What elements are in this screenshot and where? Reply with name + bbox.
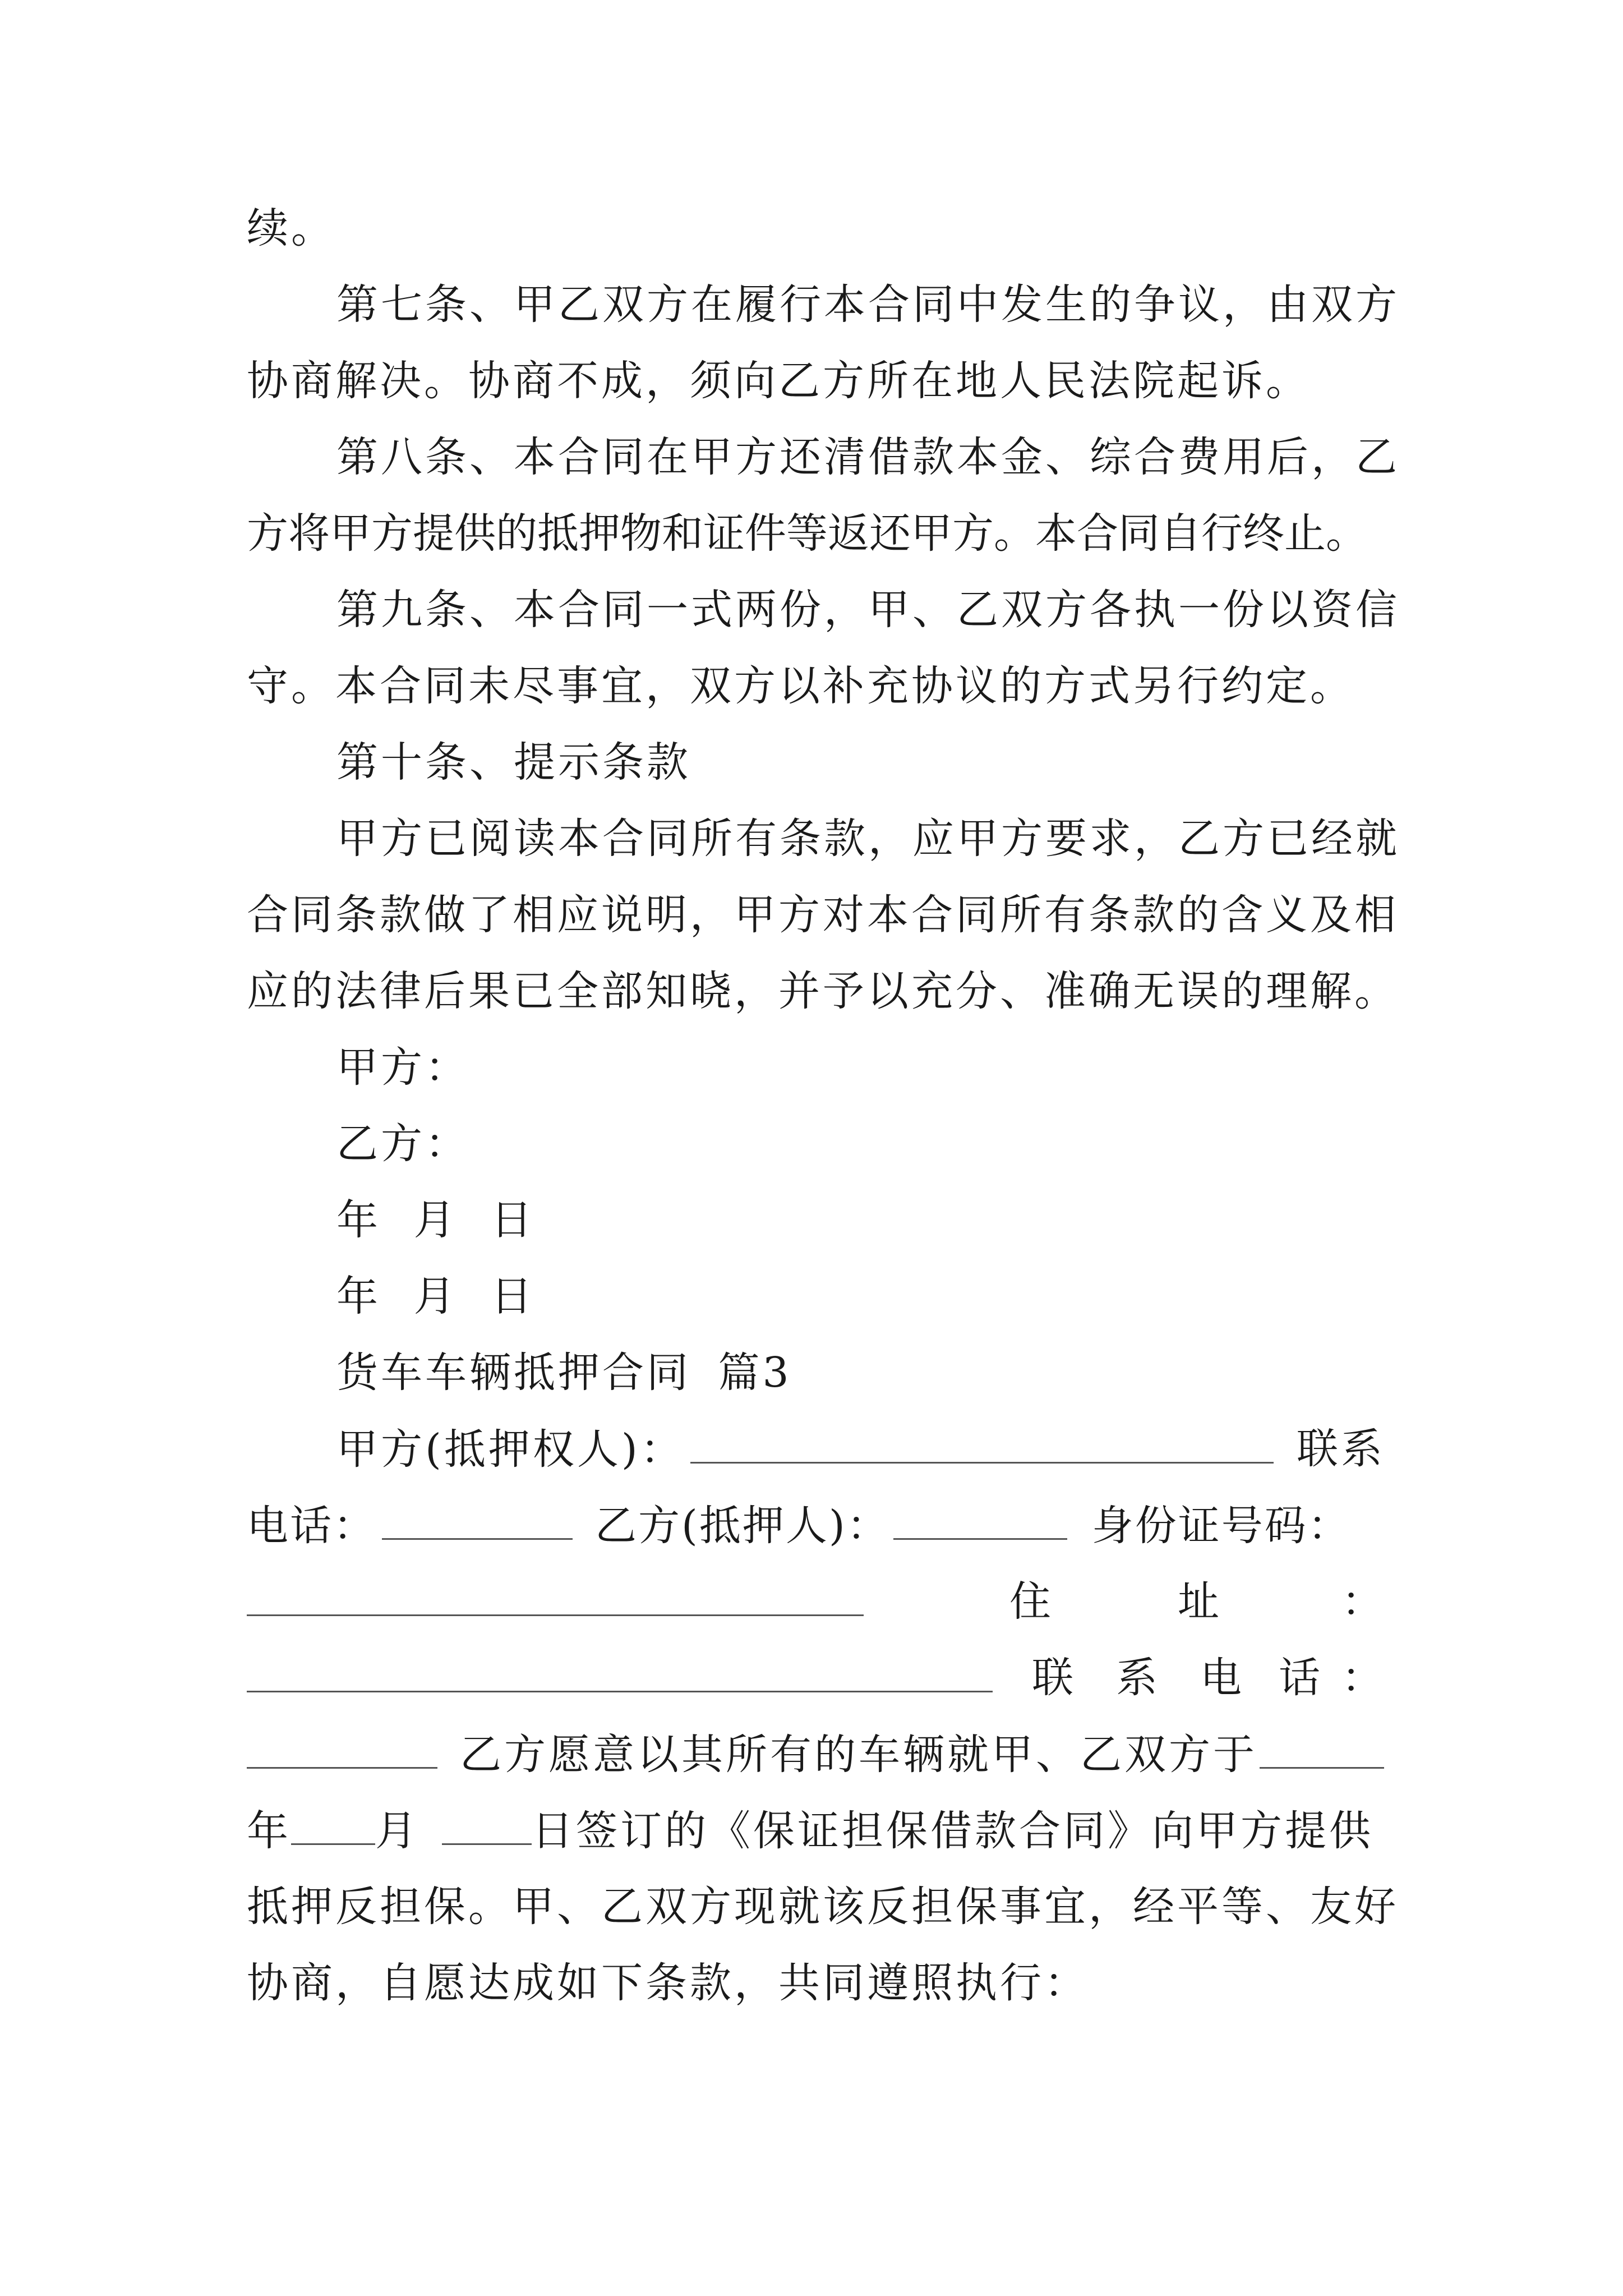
- paragraph-line: 第八条、本合同在甲方还清借款本金、综合费用后，乙: [336, 433, 1400, 481]
- paragraph-line: 第九条、本合同一式两份，甲、乙双方各执一份以资信: [336, 586, 1400, 634]
- party-b-label: 乙方(抵押人)：: [595, 1502, 890, 1550]
- party-a-line: [336, 1418, 1385, 1480]
- paragraph-line: 协商，自愿达成如下条款，共同遵照执行：: [247, 1959, 1089, 2007]
- party-b-blank[interactable]: [893, 1494, 1067, 1540]
- month-blank[interactable]: [291, 1800, 375, 1845]
- year-char: 年: [247, 1807, 291, 1855]
- party-a-label: 甲方(抵押权人)：: [336, 1425, 685, 1474]
- contact-label: 联系: [1297, 1425, 1385, 1473]
- id-number-label: 身份证号码：: [1091, 1502, 1351, 1550]
- contact-label-char: 电: [1200, 1654, 1244, 1702]
- paragraph-line: 抵押反担保。甲、乙双方现就该反担保事宜，经平等、友好: [247, 1883, 1399, 1931]
- day-blank[interactable]: [442, 1800, 532, 1845]
- party-b-line: [247, 1494, 1385, 1556]
- id-number-blank[interactable]: [247, 1571, 864, 1616]
- month-char: 月: [375, 1807, 419, 1855]
- party-a-blank[interactable]: [690, 1418, 1274, 1464]
- date-line: 年 月 日: [336, 1272, 536, 1320]
- contract-title: 货车车辆抵押合同 篇3: [336, 1349, 792, 1397]
- signing-text: 日签订的《保证担保借款合同》向甲方提供: [532, 1807, 1373, 1855]
- paragraph-line: 合同条款做了相应说明，甲方对本合同所有条款的含义及相: [247, 891, 1399, 939]
- agreement-line: [247, 1723, 1385, 1785]
- address-colon: ：: [1341, 1577, 1386, 1626]
- paragraph-line: 第七条、甲乙双方在履行本合同中发生的争议，由双方: [336, 280, 1400, 329]
- contact-label-char: 系: [1116, 1654, 1160, 1702]
- paragraph-line: 甲方已阅读本合同所有条款，应甲方要求，乙方已经就: [336, 815, 1400, 863]
- paragraph-line: 应的法律后果已全部知晓，并予以充分、准确无误的理解。: [247, 967, 1399, 1015]
- sign-date-blank[interactable]: [1260, 1723, 1384, 1769]
- signature-party-b: 乙方：: [336, 1120, 469, 1168]
- paragraph-line: 方将甲方提供的抵押物和证件等返还甲方。本合同自行终止。: [247, 509, 1367, 558]
- address-label-char: 住: [1009, 1577, 1054, 1626]
- contact-phone-line: [247, 1647, 1385, 1709]
- address-blank[interactable]: [247, 1647, 993, 1692]
- paragraph-line: 守。本合同未尽事宜，双方以补充协议的方式另行约定。: [247, 662, 1354, 710]
- signature-party-a: 甲方：: [336, 1043, 469, 1092]
- paragraph-line: 续。: [247, 204, 335, 252]
- contact-label-char: 联: [1032, 1654, 1076, 1702]
- agreement-text: 乙方愿意以其所有的车辆就甲、乙双方于: [460, 1731, 1257, 1779]
- address-label-char: 址: [1178, 1577, 1222, 1626]
- contact-colon: ：: [1341, 1654, 1386, 1702]
- date-line: 年 月 日: [336, 1196, 536, 1244]
- paragraph-line: 协商解决。协商不成，须向乙方所在地人民法院起诉。: [247, 357, 1310, 405]
- phone-label: 电话：: [247, 1502, 376, 1550]
- contact-label-char: 话: [1279, 1654, 1323, 1702]
- contact-phone-blank[interactable]: [247, 1723, 437, 1769]
- section-heading: 第十条、提示条款: [336, 738, 691, 786]
- phone-blank[interactable]: [382, 1494, 573, 1540]
- signing-date-line: [247, 1800, 1385, 1861]
- address-line: [247, 1571, 1385, 1632]
